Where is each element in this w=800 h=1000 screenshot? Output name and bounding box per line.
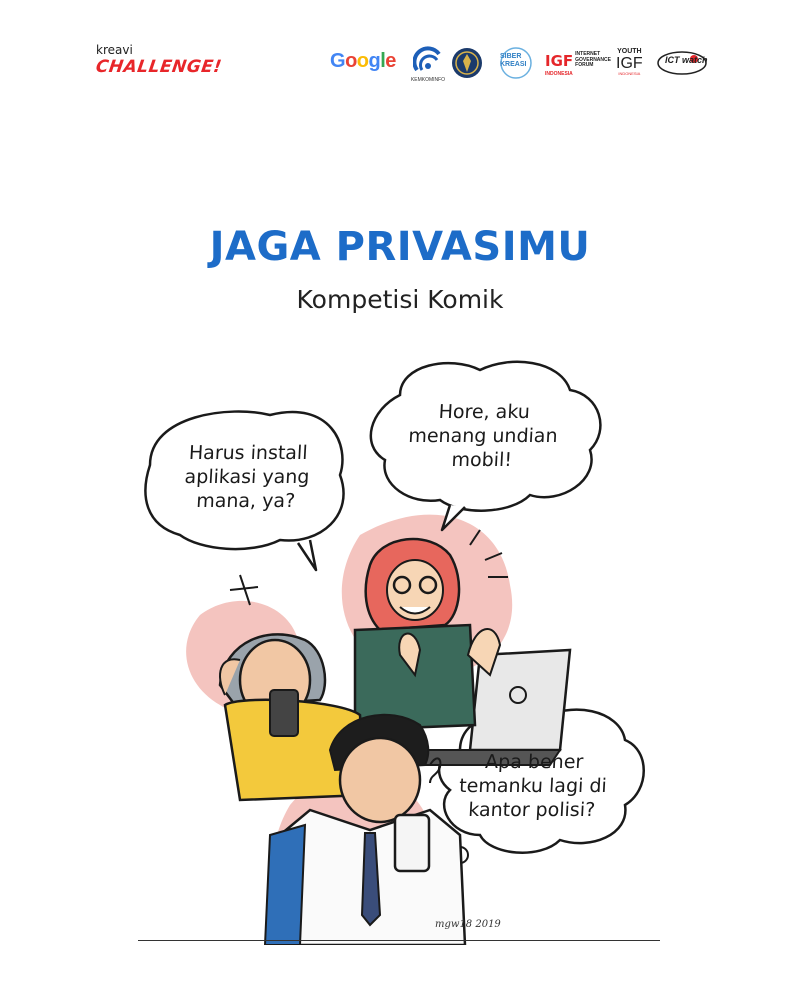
google-letter: g [368,50,381,72]
bottom-divider [138,940,660,941]
youth-igf-logo [616,48,643,76]
artist-signature: mgw18 2019 [435,919,501,930]
siberkreasi-logo [496,46,536,85]
igf-main: IGF [545,52,574,70]
speech-bubble-left-text: Harus install aplikasi yang mana, ya? [184,442,310,512]
google-letter: o [345,50,357,72]
kominfo-logo [410,46,446,83]
ictwatch-label: ICT watch [665,55,708,65]
page-subtitle: Kompetisi Komik [296,285,504,314]
comic-illustration [130,355,670,945]
kominfo-label: KEMKOMINFO [410,77,446,83]
brand-kreavi: kreavi [96,43,133,57]
youth-igf-country: INDONESIA [618,71,641,76]
partner-logos [330,46,710,82]
thought-bubble-text: Apa bener temanku lagi di kantor polisi? [458,751,608,821]
siberkreasi-label: SIBER KREASI [500,53,527,68]
igf-country: INDONESIA [545,71,573,77]
google-letter: e [385,50,396,72]
google-letter: l [380,50,386,72]
kominfo-icon [413,46,443,74]
ictwatch-logo [656,50,708,81]
page-title: JAGA PRIVASIMU [209,224,591,270]
igf-logo [545,51,611,77]
google-logo [330,50,396,73]
brand-challenge: CHALLENGE! [94,57,224,77]
speech-bubble-top-text: Hore, aku menang undian mobil! [407,401,559,471]
youth-igf-main: IGF [616,55,643,72]
youth-label: YOUTH [617,48,642,55]
emblem-icon [450,46,484,80]
igf-small: INTERNET GOVERNANCE FORUM [575,51,611,68]
bssn-emblem [450,46,484,85]
google-letter: G [330,50,346,72]
google-letter: o [356,50,369,72]
brand-logo [96,44,222,78]
